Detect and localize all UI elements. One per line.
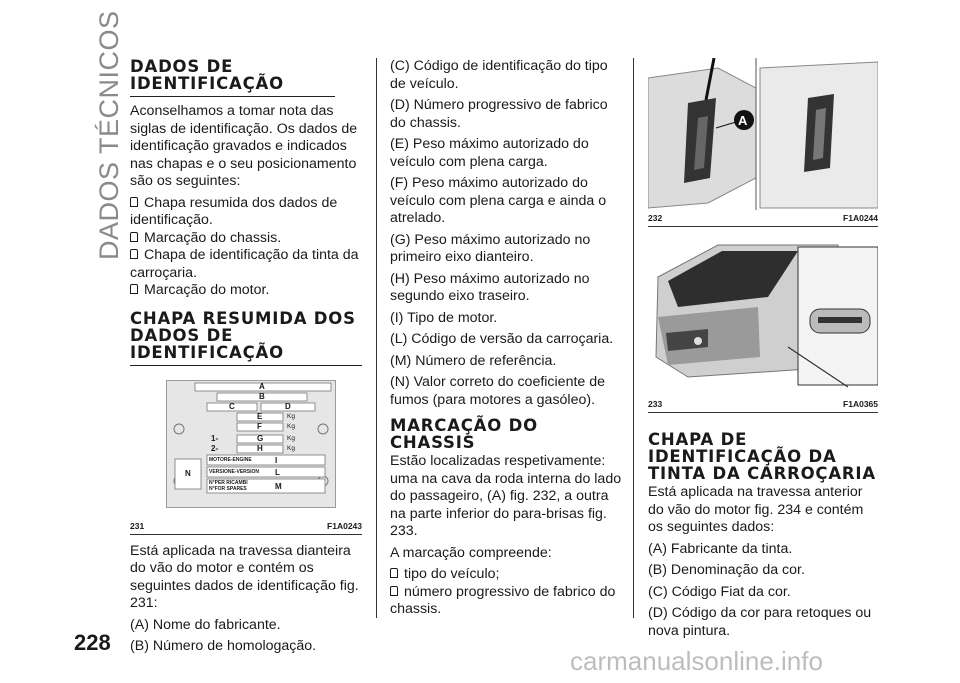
bullet-item: Chapa resumida dos dados de identificação. — [130, 195, 362, 230]
heading-chapa-tinta: CHAPA DE IDENTIFICAÇÃO DA TINTA DA CARROÇARIA — [648, 430, 876, 483]
list-item: (A) Fabricante da tinta. — [648, 540, 793, 557]
bullet-item: Marcação do chassis. — [130, 230, 362, 248]
column-3 — [648, 58, 878, 644]
footer-watermark: carmanualsonline.info — [570, 646, 823, 676]
plate-label-two: 2- — [211, 443, 219, 453]
chassis-text: Estão localizadas respetivamente: uma na cava da roda interna do lado do passageiro, (A) fig. 232, a outra na parte inferior do para-brisas fig. 233. — [390, 453, 622, 539]
plate-versione: VERSIONE-VERSION — [209, 468, 260, 475]
sidebar-section-label: DADOS TÉCNICOS — [94, 10, 124, 260]
list-item: (B) Número de homologação. — [130, 638, 317, 654]
figure-number: 231 — [130, 520, 145, 531]
figure-code: F1A0243 — [327, 520, 362, 531]
plate-label-l: L — [275, 467, 280, 477]
plate-unit-kg: Kg — [287, 434, 295, 442]
figure-number: 233 — [648, 399, 663, 409]
list-item: (E) Peso máximo autorizado do veículo com plena carga. — [390, 136, 589, 170]
plate-unit-kg: Kg — [287, 412, 295, 420]
page-number: 228 — [74, 630, 111, 655]
plate-label-n: N — [185, 468, 191, 478]
list-item: (C) Código Fiat da cor. — [648, 583, 791, 600]
figure-code: F1A0244 — [843, 213, 878, 223]
plate-ricambi-2: N°FOR SPARES — [209, 485, 247, 492]
intro-text: Aconselhamos a tomar nota das siglas de identificação. Os dados de identificação gravados e indicados nas chapas e o seu posicionamento são os seguintes: — [130, 103, 358, 189]
plate-label-g: G — [257, 433, 264, 443]
figure-232 — [648, 58, 878, 227]
van-windshield-drawing — [648, 237, 878, 393]
list-item: (L) Código de versão da carroçaria. — [390, 331, 614, 347]
figure-233 — [648, 237, 878, 413]
list-item: (D) Código da cor para retoques ou nova pintura. — [648, 605, 872, 639]
plate-drawing — [167, 381, 335, 507]
list-item: (I) Tipo de motor. — [390, 309, 498, 326]
plate-label-e: E — [257, 411, 263, 421]
column-1 — [130, 58, 362, 660]
plate-label-h: H — [257, 443, 263, 453]
heading-chapa-resumida: CHAPA RESUMIDA DOS DADOS DE IDENTIFICAÇÃO — [130, 310, 362, 366]
plate-label-a: A — [259, 381, 265, 391]
plate-label-c: C — [229, 401, 235, 411]
heading-marcacao-chassis: MARCAÇÃO DO CHASSIS — [390, 416, 538, 452]
heading-dados-identificacao: DADOS DE IDENTIFICAÇÃO — [130, 58, 335, 97]
bullet-item: número progressivo de fabrico do chassis. — [390, 584, 622, 619]
sidebar-section — [74, 10, 124, 260]
list-item: (F) Peso máximo autorizado do veículo com plena carga e ainda o atrelado. — [390, 175, 607, 226]
list-item: (M) Número de referência. — [390, 352, 557, 369]
list-item: (A) Nome do fabricante. — [130, 616, 281, 633]
bullet-item: tipo do veículo; — [390, 566, 622, 584]
paint-plate-text: Está aplicada na travessa anterior do vão do motor fig. 234 e contém os seguintes dados: — [648, 484, 864, 535]
column-2 — [390, 58, 622, 619]
plate-label-b: B — [259, 391, 265, 401]
plate-label-m: M — [275, 481, 282, 491]
bullet-item: Chapa de identificação da tinta da carroçaria. — [130, 247, 362, 282]
plate-unit-kg: Kg — [287, 422, 295, 430]
column-divider — [633, 58, 634, 618]
plate-motore: MOTORE-ENGINE — [209, 456, 252, 463]
list-item: (G) Peso máximo autorizado no primeiro eixo dianteiro. — [390, 231, 591, 265]
plate-ricambi-1: N°PER RICAMBI — [209, 479, 248, 486]
column-divider — [376, 58, 377, 618]
list-item: (N) Valor correto do coeficiente de fumos (para motores a gasóleo). — [390, 374, 606, 408]
plate-description: Está aplicada na travessa dianteira do vão do motor e contém os seguintes dados de identificação fig. 231: — [130, 542, 359, 611]
wheel-arch-drawing — [648, 58, 878, 210]
plate-unit-kg: Kg — [287, 444, 295, 452]
plate-label-d: D — [285, 401, 291, 411]
list-item: (H) Peso máximo autorizado no segundo eixo traseiro. — [390, 270, 590, 304]
figure-callout-a: A — [738, 113, 748, 128]
list-item: (C) Código de identificação do tipo de veículo. — [390, 58, 608, 92]
bullet-item: Marcação do motor. — [130, 282, 362, 300]
plate-label-f: F — [257, 421, 262, 431]
list-item: (B) Denominação da cor. — [648, 562, 805, 578]
figure-number: 232 — [648, 213, 663, 223]
figure-231 — [130, 372, 362, 535]
identification-plate — [166, 380, 336, 508]
plate-label-i: I — [275, 455, 278, 465]
chassis-text: A marcação compreende: — [390, 544, 552, 561]
plate-label-one: 1- — [211, 433, 219, 443]
figure-code: F1A0365 — [843, 399, 878, 409]
list-item: (D) Número progressivo de fabrico do chassis. — [390, 97, 608, 131]
